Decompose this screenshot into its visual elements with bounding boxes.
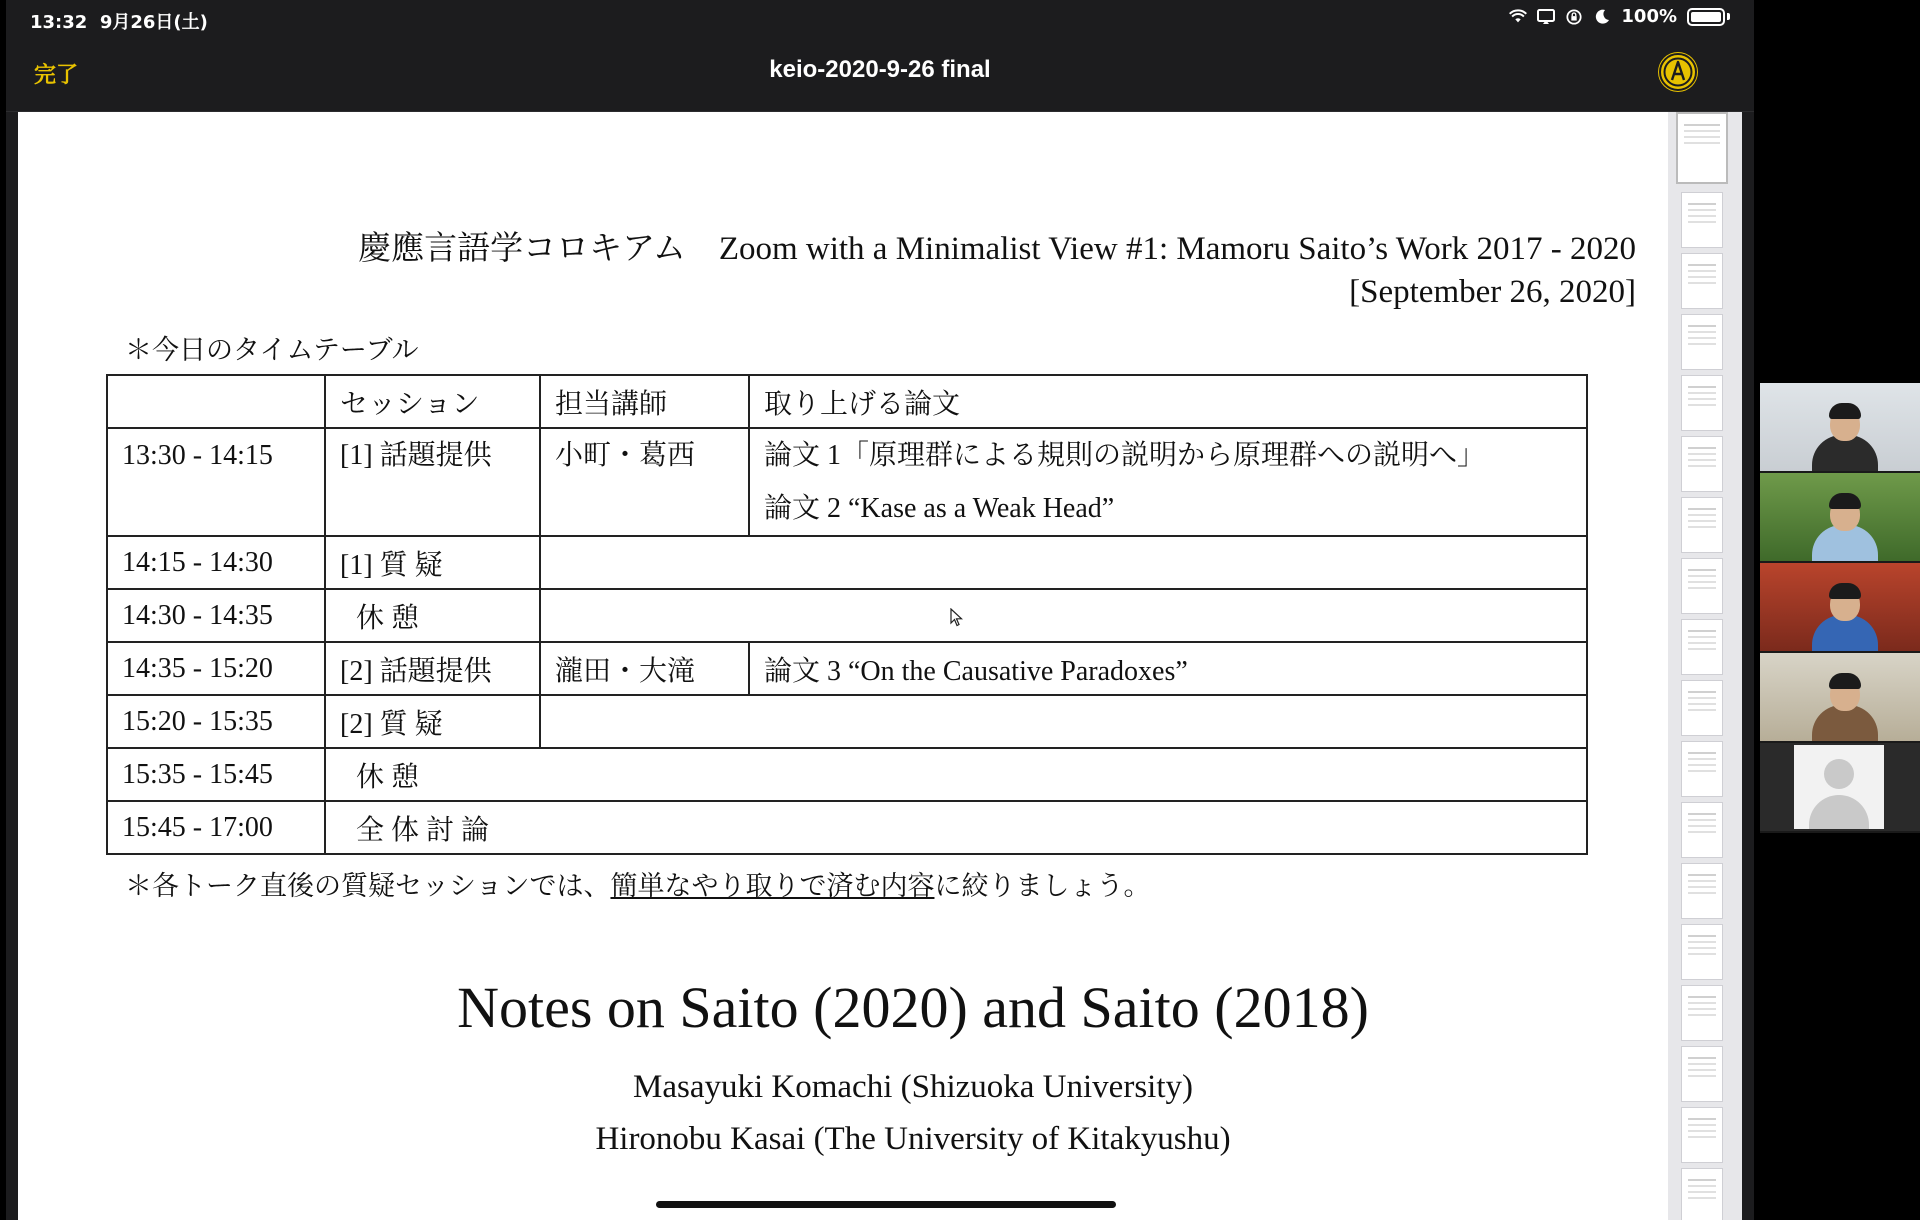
- empty-cell: [540, 536, 1587, 589]
- participant-hair: [1829, 403, 1861, 419]
- author-line: Masayuki Komachi (Shizuoka University): [633, 1069, 1193, 1105]
- session-cell: 休 憩: [325, 589, 540, 642]
- participant-hair: [1829, 673, 1861, 689]
- page-thumbnail[interactable]: [1681, 802, 1723, 858]
- page-thumbnail[interactable]: [1681, 1046, 1723, 1102]
- home-indicator[interactable]: [656, 1201, 1116, 1208]
- ipad-screen: [6, 0, 1754, 1220]
- table-row: [107, 748, 1587, 801]
- page-thumbnail[interactable]: [1681, 436, 1723, 492]
- participant-video[interactable]: [1760, 473, 1920, 561]
- time-cell: 14:15 - 14:30: [107, 536, 325, 589]
- page-thumbnail[interactable]: [1681, 619, 1723, 675]
- page-thumbnail[interactable]: [1681, 680, 1723, 736]
- table-row: [107, 642, 1587, 695]
- page-thumbnail[interactable]: [1681, 985, 1723, 1041]
- status-time: [30, 8, 208, 34]
- pdf-page[interactable]: [18, 112, 1668, 1220]
- page-thumbnail[interactable]: [1676, 112, 1728, 184]
- time-cell: 14:30 - 14:35: [107, 589, 325, 642]
- page-thumbnail[interactable]: [1681, 924, 1723, 980]
- page-thumbnail[interactable]: [1681, 192, 1723, 248]
- markup-button[interactable]: [1658, 52, 1698, 92]
- table-row: [107, 428, 1587, 536]
- empty-cell: [540, 695, 1587, 748]
- time-cell: 14:35 - 15:20: [107, 642, 325, 695]
- page-thumbnail[interactable]: [1681, 375, 1723, 431]
- table-row: [107, 589, 1587, 642]
- status-clock: 13:32: [30, 12, 88, 33]
- paper-cell: 論文 3 “On the Causative Paradoxes”: [749, 642, 1587, 695]
- battery-cap: [1727, 13, 1730, 20]
- session-cell: 休 憩: [325, 748, 1587, 801]
- header-cell: セッション: [325, 375, 540, 428]
- page-thumbnail[interactable]: [1681, 314, 1723, 370]
- page-thumbnail[interactable]: [1681, 253, 1723, 309]
- session-cell: [1] 話題提供: [325, 428, 540, 536]
- session-cell: [2] 話題提供: [325, 642, 540, 695]
- nav-bar: [6, 36, 1754, 112]
- mouse-cursor-icon: [950, 608, 964, 628]
- author-line: Hironobu Kasai (The University of Kitakyushu): [595, 1121, 1231, 1157]
- page-thumbnail[interactable]: [1681, 1107, 1723, 1163]
- status-date: 9月26日(土): [99, 12, 208, 33]
- participant-hair: [1829, 493, 1861, 509]
- markup-pen-icon: [1658, 52, 1698, 92]
- paper-cell: [749, 428, 1587, 536]
- header-cell: 担当講師: [540, 375, 749, 428]
- participant-video[interactable]: [1760, 383, 1920, 471]
- zoom-participant-panel: [1760, 383, 1920, 833]
- timetable-heading: ＊今日のタイムテーブル: [125, 335, 419, 365]
- status-bar: [6, 0, 1754, 36]
- participant-video[interactable]: [1760, 563, 1920, 651]
- avatar-placeholder-icon: [1794, 745, 1884, 829]
- colloquium-title: 慶應言語学コロキアム Zoom with a Minimalist View #1: Mamoru Saito’s Work 2017 - 2020: [358, 231, 1636, 267]
- done-button[interactable]: 完了: [34, 63, 79, 88]
- page-thumbnail[interactable]: [1681, 558, 1723, 614]
- table-row: [107, 695, 1587, 748]
- participant-video[interactable]: [1760, 653, 1920, 741]
- qa-note: [125, 864, 1150, 903]
- lecturer-cell: 小町・葛西: [540, 428, 749, 536]
- note-emphasis: 簡単なやり取りで済む内容: [610, 871, 935, 901]
- session-cell: [1] 質 疑: [325, 536, 540, 589]
- moon-icon: [1593, 9, 1611, 25]
- battery-icon: [1687, 8, 1725, 26]
- table-header-row: [107, 375, 1587, 428]
- page-thumbnail[interactable]: [1681, 497, 1723, 553]
- colloquium-date: [September 26, 2020]: [1349, 274, 1636, 310]
- table-row: [107, 801, 1587, 854]
- battery-percent: 100%: [1621, 6, 1677, 27]
- timetable: [106, 374, 1588, 855]
- session-cell: [2] 質 疑: [325, 695, 540, 748]
- paper-title: Notes on Saito (2020) and Saito (2018): [457, 975, 1369, 1040]
- header-cell: 取り上げる論文: [749, 375, 1587, 428]
- participant-video[interactable]: [1760, 743, 1920, 831]
- time-cell: 15:35 - 15:45: [107, 748, 325, 801]
- lecturer-cell: 瀧田・大滝: [540, 642, 749, 695]
- empty-cell: [540, 589, 1587, 642]
- document-title: keio-2020-9-26 final: [769, 56, 991, 83]
- page-thumbnail[interactable]: [1681, 1168, 1723, 1220]
- paper-line: 論文 1「原理群による規則の説明から原理群への説明へ」: [764, 440, 1486, 471]
- wifi-icon: [1509, 9, 1527, 25]
- participant-hair: [1829, 583, 1861, 599]
- page-thumbnail[interactable]: [1681, 863, 1723, 919]
- time-cell: 13:30 - 14:15: [107, 428, 325, 536]
- table-row: [107, 536, 1587, 589]
- session-cell: 全 体 討 論: [325, 801, 1587, 854]
- note-prefix: ＊各トーク直後の質疑セッションでは、: [125, 871, 611, 901]
- status-indicators: [1509, 6, 1730, 27]
- orientation-lock-icon: [1565, 9, 1583, 25]
- note-suffix: に絞りましょう。: [934, 871, 1151, 901]
- page-thumbnail[interactable]: [1681, 741, 1723, 797]
- time-cell: 15:20 - 15:35: [107, 695, 325, 748]
- time-cell: 15:45 - 17:00: [107, 801, 325, 854]
- page-thumbnail-strip[interactable]: [1668, 112, 1742, 1220]
- header-cell: [107, 375, 325, 428]
- screen-mirroring-icon: [1537, 9, 1555, 25]
- paper-line: 論文 2 “Kase as a Weak Head”: [764, 493, 1115, 524]
